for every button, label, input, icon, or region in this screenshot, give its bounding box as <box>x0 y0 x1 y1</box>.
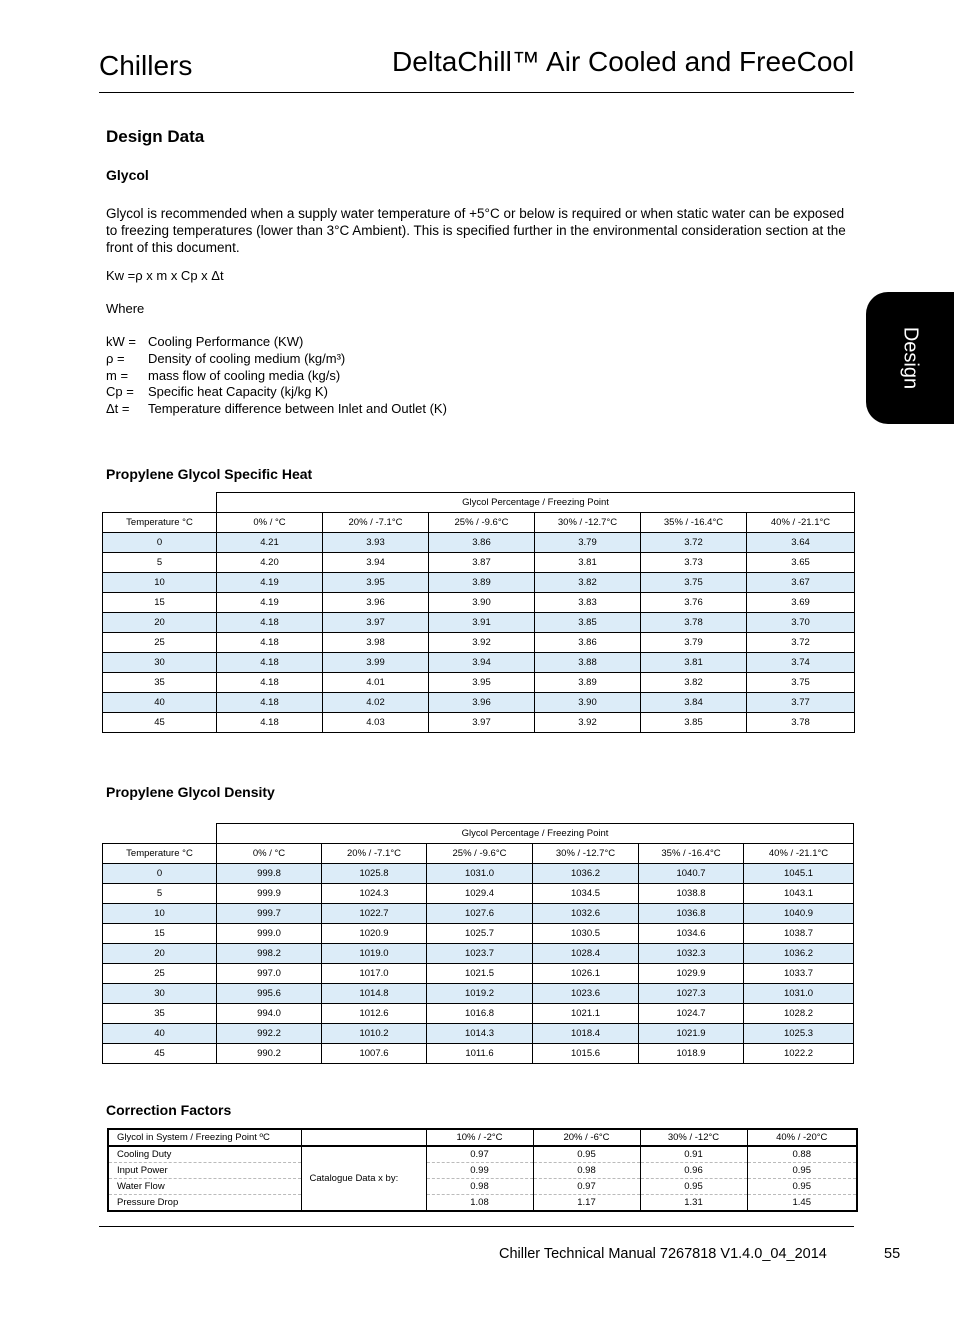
value-cell: 1021.1 <box>533 1004 639 1024</box>
value-cell: 1011.6 <box>427 1044 533 1064</box>
value-cell: 1034.5 <box>533 884 639 904</box>
correction-row-label: Input Power <box>108 1163 301 1179</box>
value-cell: 1017.0 <box>322 964 427 984</box>
value-cell: 1020.9 <box>322 924 427 944</box>
table-row <box>103 1004 854 1024</box>
definition-row <box>106 351 447 368</box>
correction-value: 1.45 <box>747 1195 857 1212</box>
value-cell: 3.95 <box>429 673 535 693</box>
value-cell: 1010.2 <box>322 1024 427 1044</box>
glycol-intro: Glycol is recommended when a supply water temperature of +5°C or below is required or when static water can be exposed to freezing temperatures (lower than 3°C Ambient). This is specified further in the environmental consideration section at the front of this document. <box>106 206 846 255</box>
table-row <box>103 673 855 693</box>
column-header: 30% / -12.7°C <box>533 844 639 864</box>
value-cell: 3.97 <box>323 613 429 633</box>
correction-value: 1.08 <box>426 1195 533 1212</box>
correction-header-label: Glycol in System / Freezing Point ºC <box>108 1129 301 1146</box>
temperature-cell: 10 <box>103 573 217 593</box>
value-cell: 3.67 <box>747 573 855 593</box>
correction-value: 0.98 <box>533 1163 640 1179</box>
value-cell: 4.20 <box>217 553 323 573</box>
value-cell: 1027.3 <box>639 984 744 1004</box>
correction-header-blank <box>301 1129 426 1146</box>
value-cell: 3.84 <box>641 693 747 713</box>
temperature-cell: 20 <box>103 944 217 964</box>
definition-row <box>106 368 447 385</box>
header-product-title: DeltaChill™ Air Cooled and FreeCool <box>392 46 855 77</box>
temperature-cell: 40 <box>103 693 217 713</box>
temperature-cell: 15 <box>103 593 217 613</box>
value-cell: 4.03 <box>323 713 429 733</box>
value-cell: 1014.8 <box>322 984 427 1004</box>
value-cell: 4.18 <box>217 613 323 633</box>
table-row <box>103 713 855 733</box>
value-cell: 3.70 <box>747 613 855 633</box>
footer-rule <box>99 1226 854 1227</box>
value-cell: 1022.7 <box>322 904 427 924</box>
value-cell: 4.18 <box>217 653 323 673</box>
correction-value: 0.95 <box>747 1163 857 1179</box>
table-row <box>103 653 855 673</box>
definition-desc: Temperature difference between Inlet and Outlet (K) <box>148 401 447 417</box>
definition-symbol: Δt = <box>106 401 130 417</box>
value-cell: 3.89 <box>535 673 641 693</box>
value-cell: 3.91 <box>429 613 535 633</box>
table-row <box>103 944 854 964</box>
table-row <box>103 613 855 633</box>
value-cell: 3.88 <box>535 653 641 673</box>
group-header-row <box>103 824 854 844</box>
correction-value: 0.97 <box>533 1179 640 1195</box>
value-cell: 3.89 <box>429 573 535 593</box>
value-cell: 1032.6 <box>533 904 639 924</box>
value-cell: 3.95 <box>323 573 429 593</box>
value-cell: 1029.9 <box>639 964 744 984</box>
column-header: 20% / -7.1°C <box>323 513 429 533</box>
value-cell: 3.96 <box>429 693 535 713</box>
value-cell: 3.74 <box>747 653 855 673</box>
column-header: 25% / -9.6°C <box>429 513 535 533</box>
value-cell: 1016.8 <box>427 1004 533 1024</box>
correction-title: Correction Factors <box>106 1102 232 1118</box>
column-header: Temperature °C <box>103 513 217 533</box>
value-cell: 3.77 <box>747 693 855 713</box>
definition-desc: Cooling Performance (KW) <box>148 334 304 349</box>
value-cell: 1024.7 <box>639 1004 744 1024</box>
definitions-list <box>106 334 447 418</box>
value-cell: 998.2 <box>217 944 322 964</box>
correction-row <box>108 1163 857 1179</box>
value-cell: 1043.1 <box>744 884 854 904</box>
value-cell: 1036.8 <box>639 904 744 924</box>
value-cell: 4.02 <box>323 693 429 713</box>
header-rule <box>99 92 854 93</box>
value-cell: 3.82 <box>641 673 747 693</box>
definition-symbol: m = <box>106 367 129 383</box>
temperature-cell: 35 <box>103 673 217 693</box>
catalogue-multiplier-label: Catalogue Data x by: <box>301 1146 426 1211</box>
value-cell: 3.81 <box>535 553 641 573</box>
formula: Kw =ρ x m x Cp x Δt <box>106 268 224 283</box>
section-title: Design Data <box>106 127 205 146</box>
value-cell: 1024.3 <box>322 884 427 904</box>
value-cell: 3.96 <box>323 593 429 613</box>
side-tab-label: Design <box>899 326 922 390</box>
value-cell: 1038.7 <box>744 924 854 944</box>
temperature-cell: 25 <box>103 633 217 653</box>
value-cell: 1021.5 <box>427 964 533 984</box>
value-cell: 999.0 <box>217 924 322 944</box>
value-cell: 3.86 <box>535 633 641 653</box>
value-cell: 3.92 <box>429 633 535 653</box>
value-cell: 999.9 <box>217 884 322 904</box>
value-cell: 999.8 <box>217 864 322 884</box>
correction-value: 1.17 <box>533 1195 640 1212</box>
value-cell: 4.21 <box>217 533 323 553</box>
temperature-cell: 45 <box>103 1044 217 1064</box>
definition-row <box>106 401 447 418</box>
table-row <box>103 964 854 984</box>
value-cell: 3.65 <box>747 553 855 573</box>
table-row <box>103 1024 854 1044</box>
value-cell: 4.18 <box>217 713 323 733</box>
correction-value: 0.95 <box>747 1179 857 1195</box>
correction-value: 0.88 <box>747 1146 857 1163</box>
value-cell: 1023.7 <box>427 944 533 964</box>
value-cell: 1027.6 <box>427 904 533 924</box>
definition-desc: mass flow of cooling media (kg/s) <box>148 367 341 383</box>
temperature-cell: 30 <box>103 984 217 1004</box>
correction-row-label: Cooling Duty <box>108 1146 301 1163</box>
value-cell: 1014.3 <box>427 1024 533 1044</box>
definition-row <box>106 334 447 351</box>
value-cell: 3.75 <box>641 573 747 593</box>
correction-col-header: 40% / -20°C <box>747 1129 857 1146</box>
value-cell: 1007.6 <box>322 1044 427 1064</box>
column-header: 30% / -12.7°C <box>535 513 641 533</box>
correction-col-header: 20% / -6°C <box>533 1129 640 1146</box>
value-cell: 3.79 <box>641 633 747 653</box>
value-cell: 1023.6 <box>533 984 639 1004</box>
correction-col-header: 10% / -2°C <box>426 1129 533 1146</box>
temperature-cell: 5 <box>103 553 217 573</box>
table-row <box>103 904 854 924</box>
group-header: Glycol Percentage / Freezing Point <box>217 824 854 844</box>
value-cell: 1028.2 <box>744 1004 854 1024</box>
temperature-cell: 10 <box>103 904 217 924</box>
footer-manual-title: Chiller Technical Manual 7267818 V1.4.0_04_2014 <box>499 1246 827 1262</box>
value-cell: 990.2 <box>217 1044 322 1064</box>
column-header: 40% / -21.1°C <box>744 844 854 864</box>
value-cell: 1038.8 <box>639 884 744 904</box>
correction-value: 0.96 <box>640 1163 747 1179</box>
value-cell: 1036.2 <box>533 864 639 884</box>
value-cell: 3.93 <box>323 533 429 553</box>
table-row <box>103 533 855 553</box>
correction-value: 0.95 <box>640 1179 747 1195</box>
value-cell: 1019.2 <box>427 984 533 1004</box>
column-header: Temperature °C <box>103 844 217 864</box>
side-tab-design[interactable] <box>866 292 954 424</box>
value-cell: 4.19 <box>217 593 323 613</box>
value-cell: 3.90 <box>429 593 535 613</box>
correction-row <box>108 1179 857 1195</box>
temperature-cell: 20 <box>103 613 217 633</box>
table-row <box>103 924 854 944</box>
table-row <box>103 984 854 1004</box>
correction-value: 0.97 <box>426 1146 533 1163</box>
value-cell: 3.85 <box>641 713 747 733</box>
value-cell: 3.98 <box>323 633 429 653</box>
correction-row-label: Water Flow <box>108 1179 301 1195</box>
column-header: 25% / -9.6°C <box>427 844 533 864</box>
column-header-row <box>103 844 854 864</box>
where-label: Where <box>106 301 145 316</box>
column-header: 35% / -16.4°C <box>641 513 747 533</box>
value-cell: 1033.7 <box>744 964 854 984</box>
value-cell: 997.0 <box>217 964 322 984</box>
column-header: 40% / -21.1°C <box>747 513 855 533</box>
value-cell: 994.0 <box>217 1004 322 1024</box>
correction-row <box>108 1146 857 1163</box>
correction-table <box>107 1128 858 1212</box>
temperature-cell: 25 <box>103 964 217 984</box>
value-cell: 3.86 <box>429 533 535 553</box>
value-cell: 3.64 <box>747 533 855 553</box>
value-cell: 3.92 <box>535 713 641 733</box>
table-row <box>103 864 854 884</box>
value-cell: 3.83 <box>535 593 641 613</box>
group-header-row <box>103 493 855 513</box>
value-cell: 3.78 <box>747 713 855 733</box>
value-cell: 1015.6 <box>533 1044 639 1064</box>
value-cell: 3.76 <box>641 593 747 613</box>
value-cell: 1022.2 <box>744 1044 854 1064</box>
value-cell: 3.72 <box>747 633 855 653</box>
table-row <box>103 573 855 593</box>
value-cell: 4.18 <box>217 673 323 693</box>
page-number: 55 <box>884 1246 901 1262</box>
value-cell: 1025.8 <box>322 864 427 884</box>
correction-value: 0.91 <box>640 1146 747 1163</box>
temperature-cell: 0 <box>103 864 217 884</box>
value-cell: 1036.2 <box>744 944 854 964</box>
correction-value: 0.95 <box>533 1146 640 1163</box>
temperature-cell: 35 <box>103 1004 217 1024</box>
correction-value: 0.99 <box>426 1163 533 1179</box>
value-cell: 3.90 <box>535 693 641 713</box>
value-cell: 1018.4 <box>533 1024 639 1044</box>
value-cell: 4.01 <box>323 673 429 693</box>
value-cell: 3.81 <box>641 653 747 673</box>
value-cell: 3.73 <box>641 553 747 573</box>
table-row <box>103 633 855 653</box>
value-cell: 3.79 <box>535 533 641 553</box>
table-row <box>103 593 855 613</box>
value-cell: 1040.7 <box>639 864 744 884</box>
table-row <box>103 884 854 904</box>
definition-symbol: kW = <box>106 334 136 349</box>
value-cell: 992.2 <box>217 1024 322 1044</box>
definition-desc: Density of cooling medium (kg/m³) <box>148 350 346 366</box>
value-cell: 1029.4 <box>427 884 533 904</box>
value-cell: 1026.1 <box>533 964 639 984</box>
column-header: 35% / -16.4°C <box>639 844 744 864</box>
value-cell: 1019.0 <box>322 944 427 964</box>
correction-row <box>108 1195 857 1212</box>
specific-heat-table <box>102 492 855 733</box>
value-cell: 1031.0 <box>744 984 854 1004</box>
correction-value: 0.98 <box>426 1179 533 1195</box>
value-cell: 1025.3 <box>744 1024 854 1044</box>
density-table <box>102 823 854 1064</box>
value-cell: 3.85 <box>535 613 641 633</box>
group-header: Glycol Percentage / Freezing Point <box>217 493 855 513</box>
value-cell: 1025.7 <box>427 924 533 944</box>
definition-row <box>106 384 447 401</box>
correction-col-header: 30% / -12°C <box>640 1129 747 1146</box>
value-cell: 3.94 <box>429 653 535 673</box>
value-cell: 3.94 <box>323 553 429 573</box>
header-chillers: Chillers <box>99 50 193 81</box>
correction-header-row <box>108 1129 857 1146</box>
glycol-heading: Glycol <box>106 167 149 183</box>
value-cell: 1032.3 <box>639 944 744 964</box>
column-header: 0% / °C <box>217 513 323 533</box>
column-header: 20% / -7.1°C <box>322 844 427 864</box>
value-cell: 1030.5 <box>533 924 639 944</box>
value-cell: 3.72 <box>641 533 747 553</box>
value-cell: 1045.1 <box>744 864 854 884</box>
value-cell: 3.75 <box>747 673 855 693</box>
value-cell: 1034.6 <box>639 924 744 944</box>
value-cell: 3.78 <box>641 613 747 633</box>
value-cell: 1012.6 <box>322 1004 427 1024</box>
table-row <box>103 1044 854 1064</box>
definition-symbol: Cp = <box>106 384 134 400</box>
group-header-blank <box>103 493 217 513</box>
value-cell: 1031.0 <box>427 864 533 884</box>
value-cell: 1040.9 <box>744 904 854 924</box>
value-cell: 3.87 <box>429 553 535 573</box>
density-title: Propylene Glycol Density <box>106 784 275 800</box>
correction-value: 1.31 <box>640 1195 747 1212</box>
correction-row-label: Pressure Drop <box>108 1195 301 1212</box>
table-row <box>103 553 855 573</box>
column-header: 0% / °C <box>217 844 322 864</box>
temperature-cell: 30 <box>103 653 217 673</box>
group-header-blank <box>103 824 217 844</box>
value-cell: 3.99 <box>323 653 429 673</box>
value-cell: 1018.9 <box>639 1044 744 1064</box>
value-cell: 995.6 <box>217 984 322 1004</box>
value-cell: 4.18 <box>217 693 323 713</box>
temperature-cell: 45 <box>103 713 217 733</box>
table-row <box>103 693 855 713</box>
value-cell: 1021.9 <box>639 1024 744 1044</box>
temperature-cell: 0 <box>103 533 217 553</box>
value-cell: 3.69 <box>747 593 855 613</box>
value-cell: 3.97 <box>429 713 535 733</box>
temperature-cell: 5 <box>103 884 217 904</box>
value-cell: 4.19 <box>217 573 323 593</box>
value-cell: 999.7 <box>217 904 322 924</box>
definition-desc: Specific heat Capacity (kj/kg K) <box>148 384 328 400</box>
temperature-cell: 15 <box>103 924 217 944</box>
value-cell: 1028.4 <box>533 944 639 964</box>
definition-symbol: ρ = <box>106 350 125 366</box>
value-cell: 4.18 <box>217 633 323 653</box>
specific-heat-title: Propylene Glycol Specific Heat <box>106 466 313 482</box>
value-cell: 3.82 <box>535 573 641 593</box>
temperature-cell: 40 <box>103 1024 217 1044</box>
column-header-row <box>103 513 855 533</box>
